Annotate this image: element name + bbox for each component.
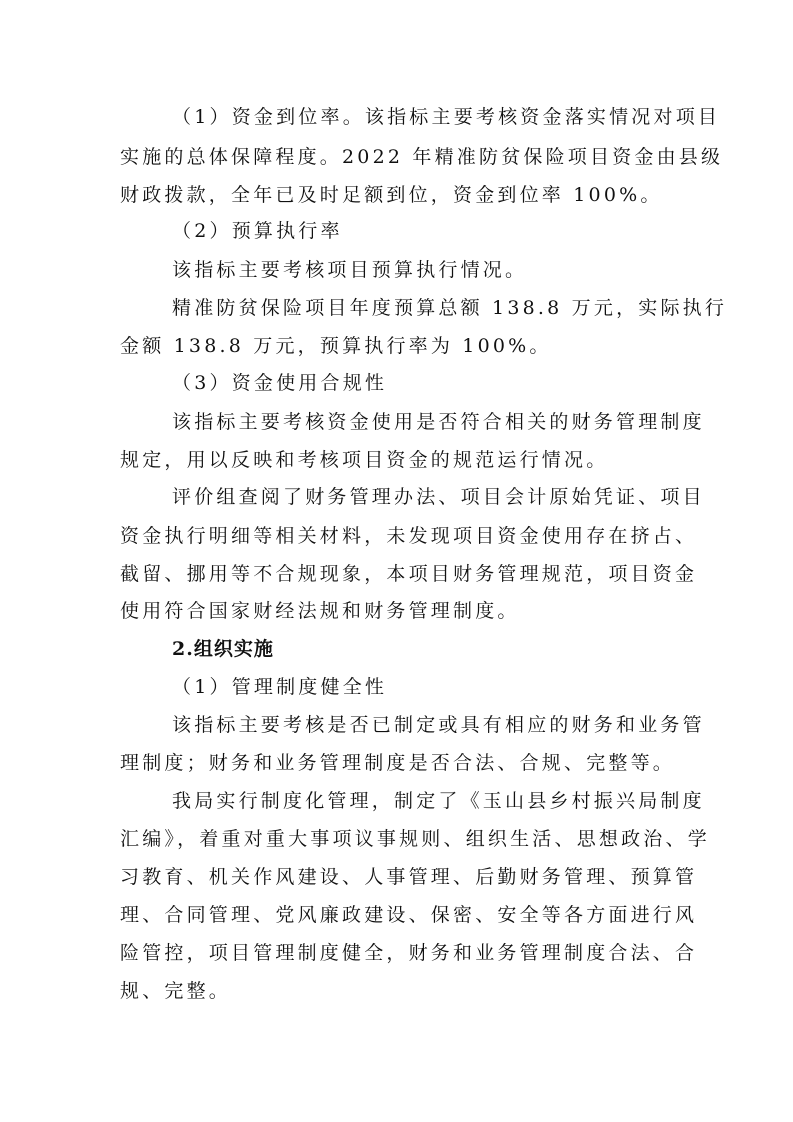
paragraph-line: 汇编》，着重对重大事项议事规则、组织生活、思想政治、学	[120, 828, 710, 850]
paragraph-line: 该指标主要考核是否已制定或具有相应的财务和业务管	[172, 714, 705, 736]
paragraph-line: 精准防贫保险项目年度预算总额 138.8 万元，实际执行	[172, 297, 728, 319]
subheading: （1）管理制度健全性	[172, 676, 388, 698]
paragraph-line: 评价组查阅了财务管理办法、项目会计原始凭证、项目	[172, 486, 705, 508]
paragraph-line: 规定，用以反映和考核项目资金的规范运行情况。	[120, 449, 609, 471]
paragraph-line: 我局实行制度化管理，制定了《玉山县乡村振兴局制度	[172, 790, 705, 812]
section-heading: 2.组织实施	[172, 638, 274, 660]
paragraph-line: 理制度；财务和业务管理制度是否合法、合规、完整等。	[120, 752, 676, 774]
paragraph-line: 金额 138.8 万元，预算执行率为 100%。	[120, 335, 552, 357]
paragraph-line: （1）资金到位率。该指标主要考核资金落实情况对项目	[172, 106, 721, 128]
paragraph-line: 资金执行明细等相关材料，未发现项目资金使用存在挤占、	[120, 525, 698, 547]
paragraph-line: 该指标主要考核资金使用是否符合相关的财务管理制度	[172, 411, 705, 433]
subheading: （2）预算执行率	[172, 220, 343, 242]
paragraph-line: 理、合同管理、党风廉政建设、保密、安全等各方面进行风	[120, 904, 698, 926]
paragraph-line: 财政拨款，全年已及时足额到位，资金到位率 100%。	[120, 184, 663, 206]
paragraph-line: 该指标主要考核项目预算执行情况。	[172, 259, 528, 281]
paragraph-line: 截留、挪用等不合规现象，本项目财务管理规范，项目资金	[120, 563, 698, 585]
paragraph-line: 实施的总体保障程度。2022 年精准防贫保险项目资金由县级	[120, 146, 724, 168]
subheading: （3）资金使用合规性	[172, 372, 388, 394]
paragraph-line: 使用符合国家财经法规和财务管理制度。	[120, 600, 520, 622]
paragraph-line: 习教育、机关作风建设、人事管理、后勤财务管理、预算管	[120, 866, 698, 888]
paragraph-line: 规、完整。	[120, 980, 232, 1002]
paragraph-line: 险管控，项目管理制度健全，财务和业务管理制度合法、合	[120, 942, 698, 964]
